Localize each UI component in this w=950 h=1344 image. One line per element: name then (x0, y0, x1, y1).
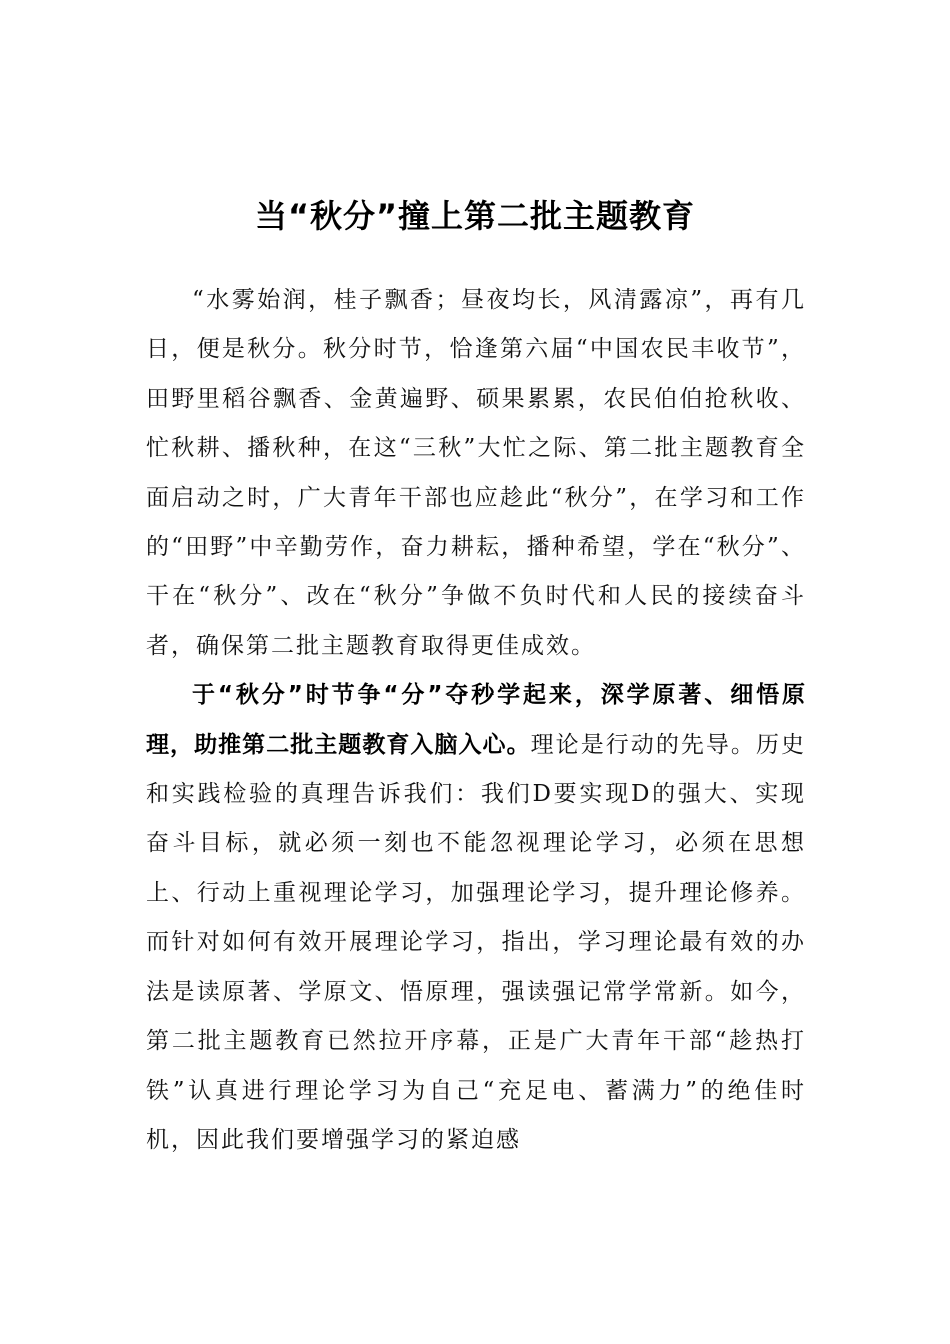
document-title: 当“秋分”撞上第二批主题教育 (254, 197, 696, 236)
paragraph-study (146, 671, 806, 1165)
paragraph-intro (146, 276, 806, 671)
paragraph-study-text: 理论是行动的先导。历史和实践检验的真理告诉我们：我们D要实现D的强大、实现奋斗目标，就必须一刻也不能忽视理论学习，必须在思想上、行动上重视理论学习，加强理论学习，提升理论修养。而针对如何有效开展理论学习，指出，学习理论最有效的办法是读原著、学原文、悟原理，强读强记常学常新。如今，第二批主题教育已然拉开序幕，正是广大青年干部“趁热打铁”认真进行理论学习为自己“充足电、蓄满力”的绝佳时机，因此我们要增强学习的紧迫感 (146, 731, 807, 1153)
paragraph-intro-text: “水雾始润，桂子飘香；昼夜均长，风清露凉”，再有几日，便是秋分。秋分时节，恰逢第六届“中国农民丰收节”，田野里稻谷飘香、金黄遍野、硕果累累，农民伯伯抢秋收、忙秋耕、播秋种，在这“三秋”大忙之际、第二批主题教育全面启动之时，广大青年干部也应趁此“秋分”，在学习和工作的“田野”中辛勤劳作，奋力耕耘，播种希望，学在“秋分”、干在“秋分”、改在“秋分”争做不负时代和人民的接续奋斗者，确保第二批主题教育取得更佳成效。 (146, 287, 806, 659)
document-body (146, 276, 806, 1165)
paragraph-study-lead: 于“秋分”时节争“分”夺秒学起来，深学原著、细悟原理，助推第二批主题教育入脑入心。 (146, 682, 806, 758)
